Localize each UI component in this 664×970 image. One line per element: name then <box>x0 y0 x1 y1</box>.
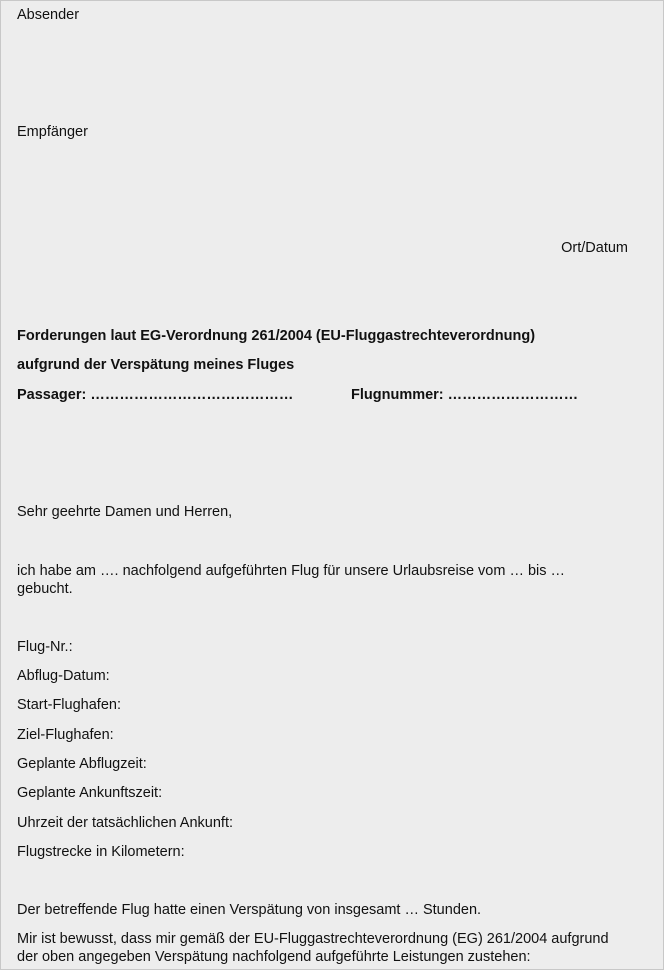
flight-detail-planned-arrival: Geplante Ankunftszeit: <box>17 785 163 801</box>
intro-paragraph-line-1: ich habe am …. nachfolgend aufgeführten Flug für unsere Urlaubsreise vom … bis … <box>17 563 566 579</box>
delay-sentence: Der betreffende Flug hatte einen Verspätung von insgesamt … Stunden. <box>17 902 482 918</box>
flight-detail-arrival-airport: Ziel-Flughafen: <box>17 727 114 743</box>
salutation: Sehr geehrte Damen und Herren, <box>17 504 233 520</box>
recipient-label: Empfänger <box>17 124 88 140</box>
flight-detail-distance: Flugstrecke in Kilometern: <box>17 844 185 860</box>
flight-detail-planned-departure: Geplante Abflugzeit: <box>17 756 147 772</box>
flight-detail-departure-date: Abflug-Datum: <box>17 668 110 684</box>
subject-line-2: aufgrund der Verspätung meines Fluges <box>17 357 295 373</box>
awareness-line-2: der oben angegeben Verspätung nachfolgend aufgeführte Leistungen zustehen: <box>17 949 531 965</box>
flight-number-field: Flugnummer: ……………………… <box>351 387 579 403</box>
flight-detail-actual-arrival: Uhrzeit der tatsächlichen Ankunft: <box>17 815 234 831</box>
flight-detail-flight-number: Flug-Nr.: <box>17 639 73 655</box>
intro-paragraph-line-2: gebucht. <box>17 581 73 597</box>
awareness-line-1: Mir ist bewusst, dass mir gemäß der EU-Fluggastrechteverordnung (EG) 261/2004 aufgrund <box>17 931 609 947</box>
sender-label: Absender <box>17 7 80 23</box>
passenger-field: Passager: …………………………………… <box>17 387 294 403</box>
place-date-label: Ort/Datum <box>561 240 628 256</box>
flight-detail-departure-airport: Start-Flughafen: <box>17 697 121 713</box>
subject-line-1: Forderungen laut EG-Verordnung 261/2004 (EU-Fluggastrechteverordnung) <box>17 328 536 344</box>
